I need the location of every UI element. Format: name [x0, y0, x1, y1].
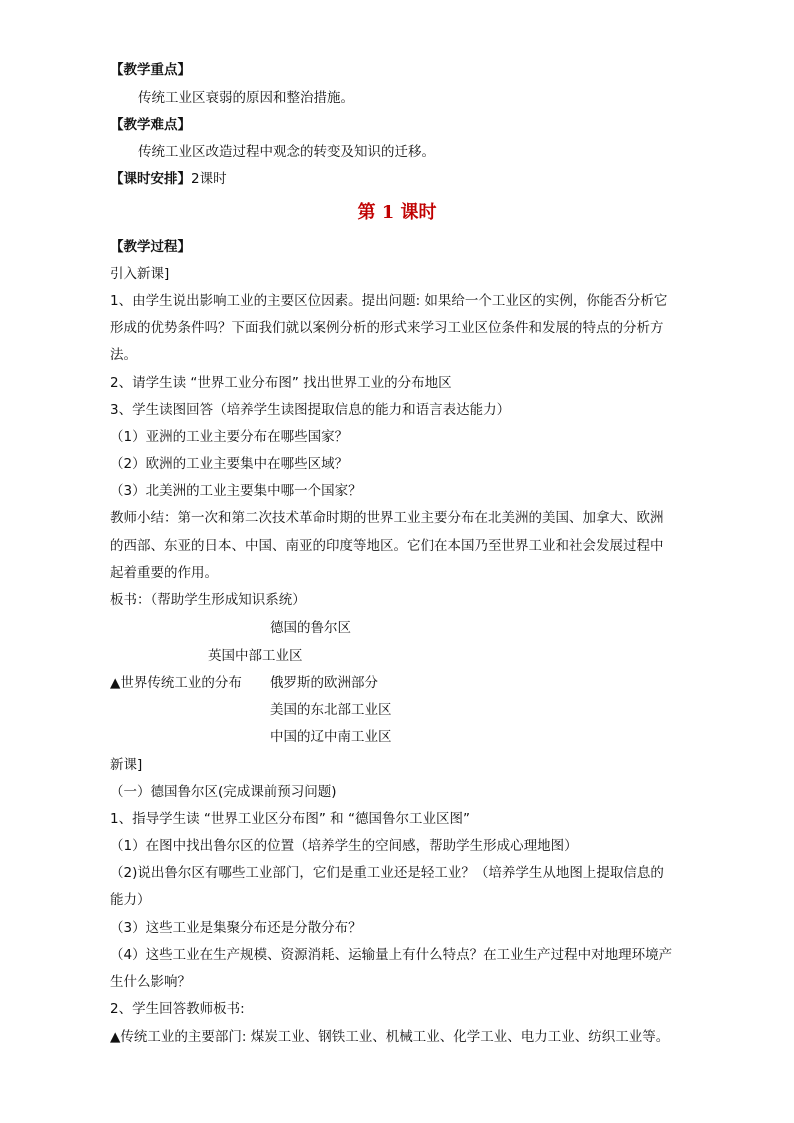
focus-text: 传统工业区衰弱的原因和整治措施。 [138, 90, 354, 106]
difficulty-heading: 【教学难点】 [110, 117, 191, 133]
schedule-label: 【课时安排】 [110, 171, 191, 187]
board-item-usa: 美国的东北部工业区 [270, 702, 392, 718]
question-1: （1）亚洲的工业主要分布在哪些国家？ [110, 429, 349, 445]
new-lesson-label: 新课] [110, 757, 143, 773]
intro-label: 引入新课] [110, 266, 170, 282]
section-1-heading: （一）德国鲁尔区(完成课前预习问题) [110, 784, 337, 800]
section-1-question-3: （3）这些工业是集聚分布还是分散分布？ [110, 920, 362, 936]
section-1-item-1: 1、指导学生读 “世界工业区分布图” 和 “德国鲁尔工业区图” [110, 811, 470, 827]
board-root: ▲世界传统工业的分布 [110, 675, 242, 691]
board-item-ruhr: 德国的鲁尔区 [270, 620, 351, 636]
process-heading: 【教学过程】 [110, 239, 191, 255]
section-1-question-1: （1）在图中找出鲁尔区的位置（培养学生的空间感，帮助学生形成心理地图） [110, 838, 578, 854]
schedule-line [110, 169, 690, 189]
question-3: （3）北美洲的工业主要集中哪一个国家？ [110, 483, 362, 499]
schedule-value: 2课时 [191, 171, 227, 187]
board-item-china: 中国的辽中南工业区 [270, 729, 392, 745]
paragraph-1-line-2: 形成的优势条件吗？下面我们就以案例分析的形式来学习工业区位条件和发展的特点的分析方 [110, 320, 664, 336]
summary-line-2: 的西部、东亚的日本、中国、南亚的印度等地区。它们在本国乃至世界工业和社会发展过程中 [110, 538, 664, 554]
lesson-title: 第 1 课时 [357, 202, 437, 223]
summary-line-3: 起着重要的作用。 [110, 565, 218, 581]
difficulty-text: 传统工业区改造过程中观念的转变及知识的迁移。 [138, 144, 435, 160]
section-1-question-2-line-1: （2)说出鲁尔区有哪些工业部门，它们是重工业还是轻工业？（培养学生从地图上提取信息的 [110, 865, 664, 881]
section-1-question-4-line-1: （4）这些工业在生产规模、资源消耗、运输量上有什么特点？在工业生产过程中对地理环境产 [110, 947, 673, 963]
paragraph-1-line-1: 1、由学生说出影响工业的主要区位因素。提出问题: 如果给一个工业区的实例，你能否分析它 [110, 293, 668, 309]
paragraph-3: 3、学生读图回答（培养学生读图提取信息的能力和语言表达能力） [110, 402, 511, 418]
board-item-russia: 俄罗斯的欧洲部分 [270, 675, 378, 691]
section-1-answer: ▲传统工业的主要部门: 煤炭工业、钢铁工业、机械工业、化学工业、电力工业、纺织工业等。 [110, 1029, 670, 1045]
board-label: 板书：（帮助学生形成知识系统） [110, 592, 306, 608]
section-1-question-4-line-2: 生什么影响？ [110, 974, 191, 990]
section-1-item-2: 2、学生回答教师板书: [110, 1001, 245, 1017]
focus-heading: 【教学重点】 [110, 62, 191, 78]
section-1-question-2-line-2: 能力） [110, 892, 151, 908]
summary-line-1: 教师小结：第一次和第二次技术革命时期的世界工业主要分布在北美洲的美国、加拿大、欧洲 [110, 510, 664, 526]
paragraph-1-line-3: 法。 [110, 347, 137, 363]
board-item-uk: 英国中部工业区 [208, 648, 303, 664]
question-2: （2）欧洲的工业主要集中在哪些区域？ [110, 456, 349, 472]
paragraph-2: 2、请学生读 “世界工业分布图” 找出世界工业的分布地区 [110, 375, 452, 391]
